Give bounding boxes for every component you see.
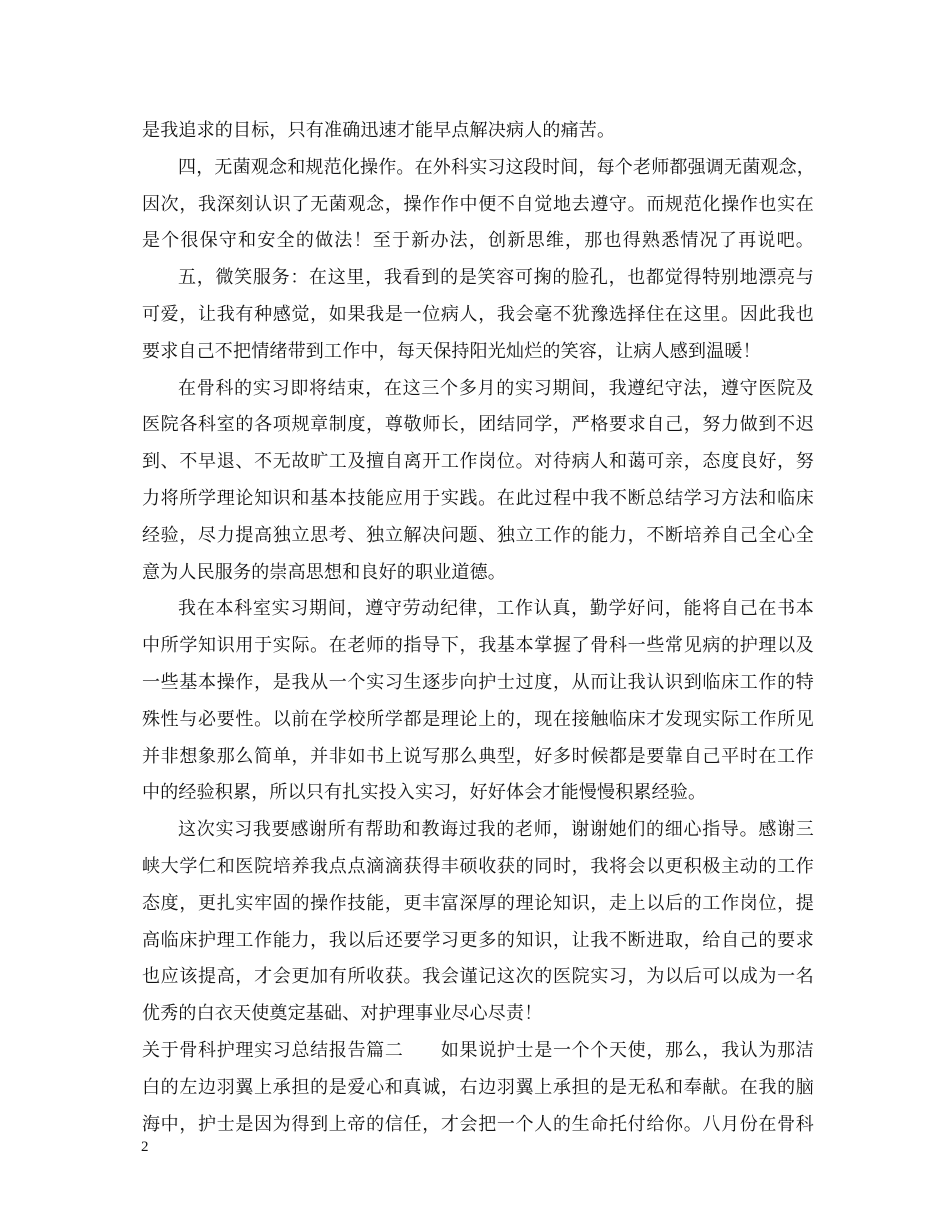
text-line: 白的左边羽翼上承担的是爱心和真诚，右边羽翼上承担的是无私和奉献。在我的脑 <box>142 1076 814 1098</box>
text-line: 到、不早退、不无故旷工及擅自离开工作岗位。对待病人和蔼可亲，态度良好，努 <box>142 451 814 473</box>
text-line: 在骨科的实习即将结束，在这三个多月的实习期间，我遵纪守法，遵守医院及 <box>178 377 814 399</box>
text-line: 这次实习我要感谢所有帮助和教诲过我的老师，谢谢她们的细心指导。感谢三 <box>178 819 814 841</box>
text-line: 并非想象那么简单，并非如书上说写那么典型，好多时候都是要靠自己平时在工作 <box>142 745 814 767</box>
text-line: 医院各科室的各项规章制度，尊敬师长，团结同学，严格要求自己，努力做到不迟 <box>142 414 814 436</box>
text-line: 一些基本操作，是我从一个实习生逐步向护士过度，从而让我认识到临床工作的特 <box>142 671 814 693</box>
text-line: 因次，我深刻认识了无菌观念，操作作中便不自觉地去遵守。而规范化操作也实在 <box>142 193 814 215</box>
text-line: 五，微笑服务：在这里，我看到的是笑容可掬的脸孔，也都觉得特别地漂亮与 <box>178 267 814 289</box>
text-line: 高临床护理工作能力，我以后还要学习更多的知识，让我不断进取，给自己的要求 <box>142 929 814 951</box>
text-line: 意为人民服务的崇高思想和良好的职业道德。 <box>142 561 506 583</box>
body-text <box>142 113 814 1143</box>
text-line: 是个很保守和安全的做法！至于新办法，创新思维，那也得熟悉情况了再说吧。 <box>142 230 814 252</box>
text-line: 我在本科室实习期间，遵守劳动纪律，工作认真，勤学好问，能将自己在书本 <box>178 598 814 620</box>
text-line: 优秀的白衣天使奠定基础、对护理事业尽心尽责！ <box>142 1003 543 1025</box>
text-line: 四，无菌观念和规范化操作。在外科实习这段时间，每个老师都强调无菌观念， <box>178 156 815 178</box>
text-line: 海中，护士是因为得到上帝的信任，才会把一个人的生命托付给你。八月份在骨科 <box>142 1113 814 1135</box>
page-number: 2 <box>141 1139 149 1155</box>
text-line: 经验，尽力提高独立思考、独立解决问题、独立工作的能力，不断培养自己全心全 <box>142 524 814 546</box>
text-line: 要求自己不把情绪带到工作中，每天保持阳光灿烂的笑容，让病人感到温暖！ <box>142 340 761 362</box>
text-line: 是我追求的目标，只有准确迅速才能早点解决病人的痛苦。 <box>142 120 616 141</box>
text-line: 态度，更扎实牢固的操作技能，更丰富深厚的理论知识，走上以后的工作岗位，提 <box>142 892 814 914</box>
text-line: 可爱，让我有种感觉，如果我是一位病人，我会毫不犹豫选择住在这里。因此我也 <box>142 303 814 325</box>
text-line: 中的经验积累，所以只有扎实投入实习，好好体会才能慢慢积累经验。 <box>142 782 707 804</box>
section-heading-line: 关于骨科护理实习总结报告篇二 如果说护士是一个个天使，那么，我认为那洁 <box>142 1039 814 1061</box>
text-line: 峡大学仁和医院培养我点点滴滴获得丰硕收获的同时，我将会以更积极主动的工作 <box>142 855 814 877</box>
text-line: 殊性与必要性。以前在学校所学都是理论上的，现在接触临床才发现实际工作所见 <box>142 708 814 730</box>
text-line: 也应该提高，才会更加有所收获。我会谨记这次的医院实习，为以后可以成为一名 <box>142 966 814 988</box>
text-line: 力将所学理论知识和基本技能应用于实践。在此过程中我不断总结学习方法和临床 <box>142 487 814 509</box>
text-line: 中所学知识用于实际。在老师的指导下，我基本掌握了骨科一些常见病的护理以及 <box>142 635 814 657</box>
